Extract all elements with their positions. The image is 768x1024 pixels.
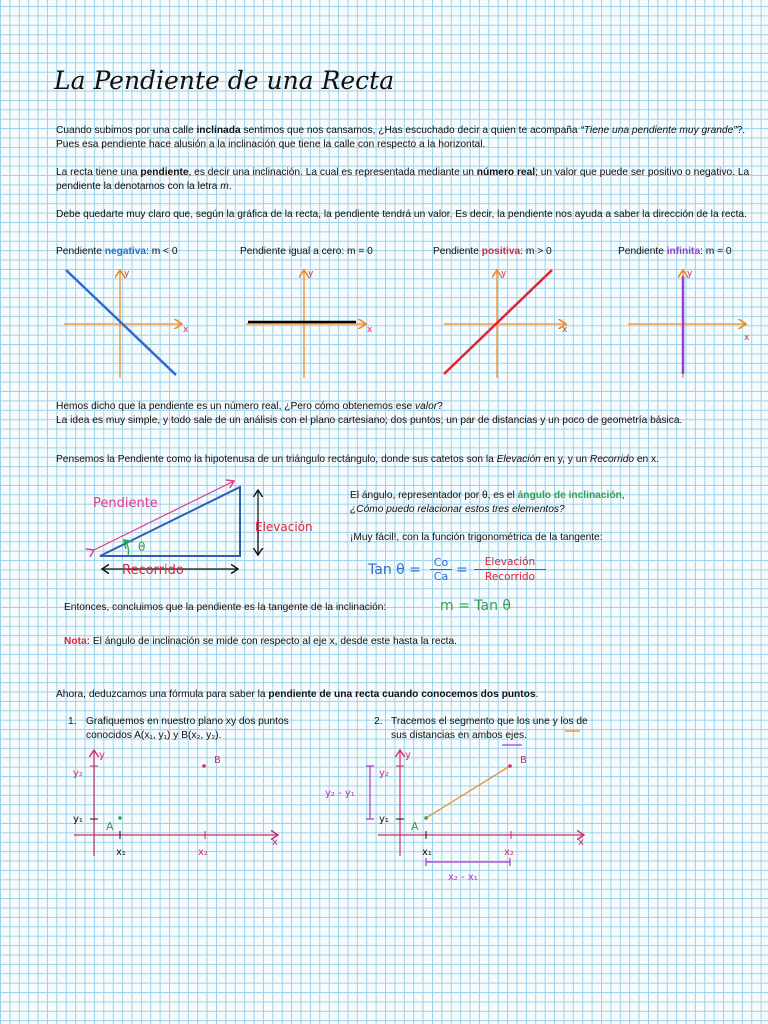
- text: sentimos que nos cansamos, ¿Has escuchado decir a quien te acompaña: [240, 125, 581, 136]
- text-bold: número real: [476, 167, 536, 178]
- step-2-text: Tracemos el segmento que los une y los de sus distancias en ambos ejes.: [391, 716, 588, 741]
- y-label: y: [308, 269, 314, 279]
- y-label: y: [405, 750, 411, 761]
- pendiente-label: Pendiente: [93, 496, 158, 511]
- conclusion-text: Entonces, concluimos que la pendiente es la tangente de la inclinación:: [64, 602, 387, 613]
- text: ; un valor que puede ser positivo o negativo. La pendiente la denotamos con la letra: [56, 167, 750, 192]
- note-text: El ángulo de inclinación se mide con respecto al eje x, desde este hasta la recta.: [90, 636, 458, 647]
- text: Pendiente igual a cero:: [240, 246, 348, 257]
- text: Pensemos la Pendiente como la hipotenusa de un triángulo rectángulo, donde sus catetos son la: [56, 454, 497, 465]
- quote: “Tiene una pendiente muy grande”: [580, 125, 737, 136]
- angle-line-3: ¡Muy fácil!, con la función trigonométrica de la tangente:: [350, 532, 603, 543]
- y-label: y: [687, 269, 693, 279]
- co: Co: [433, 556, 449, 569]
- text: .: [228, 181, 232, 192]
- idea-line: La idea es muy simple, y todo sale de un análisis con el plano cartesiano; dos puntos; un par de distancias y un poco de geometría básica.: [56, 415, 683, 426]
- point-a: [118, 816, 122, 820]
- plot-segment: [325, 731, 584, 883]
- text-italic: Recorrido: [589, 454, 635, 465]
- text: El ángulo, representador por θ, es el: [350, 490, 518, 501]
- text: Hemos dicho que la pendiente es un número real, ¿Pero cómo obtenemos ese: [56, 401, 416, 412]
- dy-label: y₂ - y₁: [325, 788, 355, 799]
- y1-label: y₁: [379, 814, 389, 825]
- text-negative: negativa: [104, 246, 147, 257]
- x-label: x: [578, 837, 584, 848]
- x-label: x: [367, 325, 373, 335]
- point-b: [202, 764, 206, 768]
- point-a-label: A: [106, 820, 114, 833]
- intro-paragraph-3: Debe quedarte muy claro que, según la gráfica de la recta, la pendiente tendrá un valor. Es decir, la pendiente nos ayuda a saber la dirección de la recta.: [56, 209, 747, 220]
- text-infinite: infinita: [666, 246, 701, 257]
- dx-label: x₂ - x₁: [448, 872, 478, 883]
- point-a: [424, 816, 428, 820]
- plot-points: [73, 750, 278, 858]
- text-italic: Elevación: [496, 454, 541, 465]
- point-b: [508, 764, 512, 768]
- y1-label: y₁: [73, 814, 83, 825]
- theta-label: θ: [138, 540, 146, 554]
- text: : m = 0: [700, 246, 732, 257]
- numerator: Elevación: [484, 556, 536, 568]
- note-label: Nota:: [64, 636, 91, 647]
- text: ?. Pues esa pendiente hace alusión a la inclinación que tiene la calle con respecto a la horizontal.: [56, 125, 746, 150]
- step-1-text: Grafiquemos en nuestro plano xy dos puntos conocidos A(x₁, y₁) y B(x₂, y₂).: [86, 716, 289, 741]
- step-1-number: 1.: [68, 716, 77, 727]
- x-label: x: [562, 325, 568, 335]
- text: , es decir una inclinación. La cual es representada mediante un: [188, 167, 477, 178]
- segment-ab: [426, 766, 510, 818]
- text: ?: [437, 401, 443, 412]
- text: Ahora, deduzcamos una fórmula para saber la: [56, 689, 269, 700]
- step-2-number: 2.: [374, 716, 383, 727]
- x-label: x: [744, 333, 750, 343]
- text-bold: pendiente: [140, 167, 189, 178]
- text: Pendiente: [56, 246, 105, 257]
- x2-label: x₂: [198, 847, 208, 858]
- text-italic: valor: [415, 401, 438, 412]
- text-positive: positiva: [481, 246, 521, 257]
- text: en x.: [634, 454, 659, 465]
- text: en y, y un: [540, 454, 590, 465]
- text: m = 0: [347, 246, 373, 257]
- x-label: x: [183, 325, 189, 335]
- text-bold: inclinada: [196, 125, 241, 136]
- text-bold: pendiente de una recta cuando conocemos dos puntos: [268, 689, 536, 700]
- x2-label: x₂: [504, 847, 514, 858]
- point-a-label: A: [411, 820, 419, 833]
- y-label: y: [501, 269, 507, 279]
- text: Pendiente: [433, 246, 482, 257]
- text: : m > 0: [520, 246, 552, 257]
- x1-label: x₁: [422, 847, 432, 858]
- text: La recta tiene una: [56, 167, 141, 178]
- text: .: [535, 689, 539, 700]
- point-b-label: B: [520, 755, 527, 766]
- x1-label: x₁: [116, 847, 126, 858]
- recorrido-label: Recorrido: [122, 563, 184, 578]
- x-label: x: [272, 837, 278, 848]
- elevacion-label: Elevación: [255, 520, 313, 534]
- text: Cuando subimos por una calle: [56, 125, 197, 136]
- text: Pendiente: [618, 246, 667, 257]
- y-label: y: [124, 269, 130, 279]
- page-title: La Pendiente de una Recta: [54, 66, 395, 95]
- ca: Ca: [430, 569, 452, 583]
- angle-line-2: ¿Cómo puedo relacionar estos tres elementos?: [350, 504, 565, 515]
- text-green: ángulo de inclinación: [517, 490, 622, 501]
- variable-m: m: [220, 181, 229, 192]
- text: : m < 0: [146, 246, 178, 257]
- y-label: y: [99, 750, 105, 761]
- y2-label: y₂: [73, 768, 83, 779]
- point-b-label: B: [214, 755, 221, 766]
- equals-sign: =: [456, 562, 468, 578]
- denominator: Recorrido: [474, 569, 546, 584]
- tan-lhs: Tan θ =: [368, 562, 421, 578]
- y2-label: y₂: [379, 768, 389, 779]
- text: ,: [621, 490, 625, 501]
- conclusion-formula: m = Tan θ: [440, 598, 511, 614]
